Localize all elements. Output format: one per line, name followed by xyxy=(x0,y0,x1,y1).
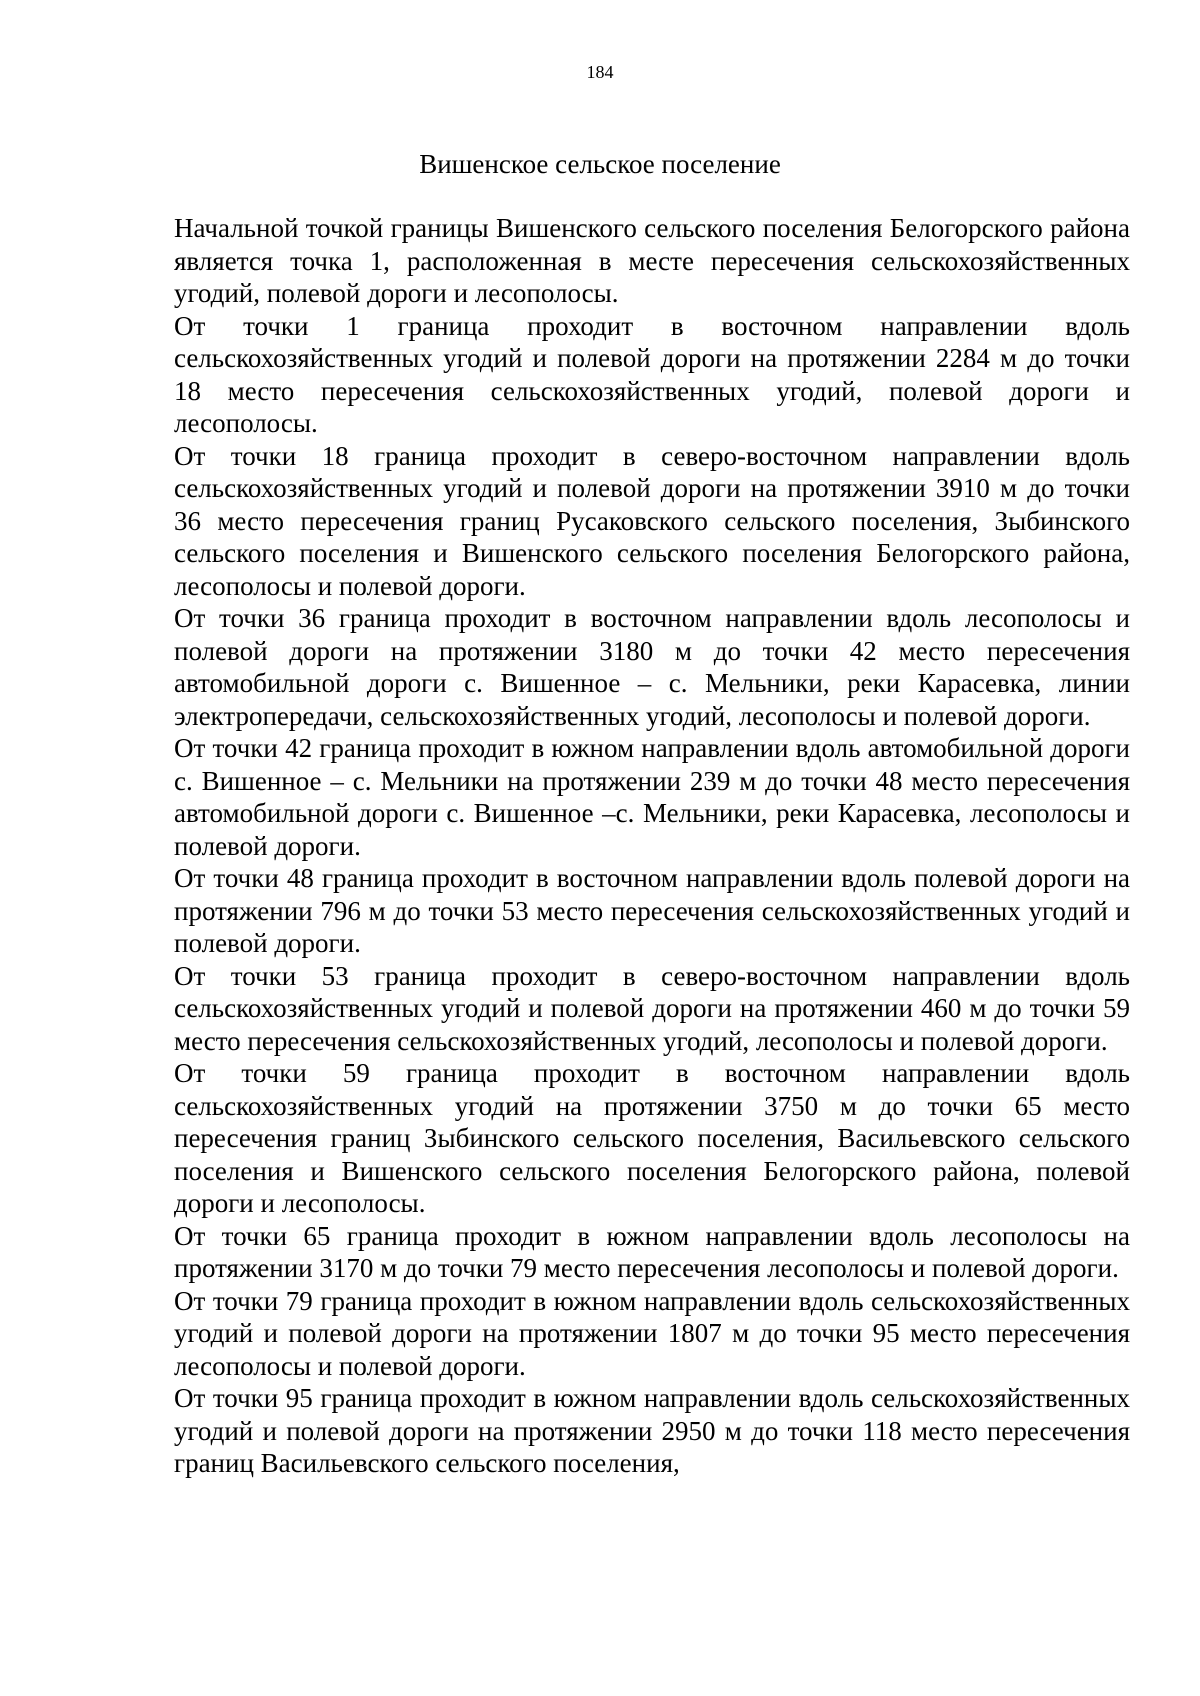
paragraph-6: От точки 48 граница проходит в восточном направлении вдоль полевой дороги на протяжении 796 м до точки 53 место пересечения сельскохозяйственных угодий и полевой дороги. xyxy=(174,863,1130,958)
paragraph-1: Начальной точкой границы Вишенского сельского поселения Белогорского района является точка 1, расположенная в месте пересечения сельскохозяйственных угодий, полевой дороги и лесополосы. xyxy=(174,213,1130,308)
paragraph-8: От точки 59 граница проходит в восточном направлении вдоль сельскохозяйственных угодий на протяжении 3750 м до точки 65 место пересечения границ Зыбинского сельского поселения, Васильевского сельского поселения и Вишенского сельского поселения Белогорского района, полевой дороги и лесополосы. xyxy=(174,1058,1130,1218)
document-title: Вишенское сельское поселение xyxy=(419,149,781,179)
paragraph-4: От точки 36 граница проходит в восточном направлении вдоль лесополосы и полевой дороги на протяжении 3180 м до точки 42 место пересечения автомобильной дороги с. Вишенное – с. Мельники, реки Карасевка, линии электропередачи, сельскохозяйственных угодий, лесополосы и полевой дороги. xyxy=(174,603,1130,731)
paragraph-3: От точки 18 граница проходит в северо-восточном направлении вдоль сельскохозяйственных угодий и полевой дороги на протяжении 3910 м до точки 36 место пересечения границ Русаковского сельского поселения, Зыбинского сельского поселения и Вишенского сельского поселения Белогорского района, лесополосы и полевой дороги. xyxy=(174,440,1130,601)
paragraph-11: От точки 95 граница проходит в южном направлении вдоль сельскохозяйственных угодий и полевой дороги на протяжении 2950 м до точки 118 место пересечения границ Васильевского сельского поселения, xyxy=(174,1383,1130,1478)
paragraph-7: От точки 53 граница проходит в северо-восточном направлении вдоль сельскохозяйственных угодий и полевой дороги на протяжении 460 м до точки 59 место пересечения сельскохозяйственных угодий, лесополосы и полевой дороги. xyxy=(174,960,1130,1056)
paragraph-2: От точки 1 граница проходит в восточном направлении вдоль сельскохозяйственных угодий и полевой дороги на протяжении 2284 м до точки 18 место пересечения сельскохозяйственных угодий, полевой дороги и лесополосы. xyxy=(174,310,1130,438)
paragraph-10: От точки 79 граница проходит в южном направлении вдоль сельскохозяйственных угодий и полевой дороги на протяжении 1807 м до точки 95 место пересечения лесополосы и полевой дороги. xyxy=(174,1285,1130,1381)
page-number: 184 xyxy=(586,62,614,82)
paragraph-9: От точки 65 граница проходит в южном направлении вдоль лесополосы на протяжении 3170 м до точки 79 место пересечения лесополосы и полевой дороги. xyxy=(174,1220,1130,1283)
document-body xyxy=(174,212,1130,1480)
paragraph-5: От точки 42 граница проходит в южном направлении вдоль автомобильной дороги с. Вишенное – с. Мельники на протяжении 239 м до точки 48 место пересечения автомобильной дороги с. Вишенное –с. Мельники, реки Карасевка, лесополосы и полевой дороги. xyxy=(174,733,1130,861)
